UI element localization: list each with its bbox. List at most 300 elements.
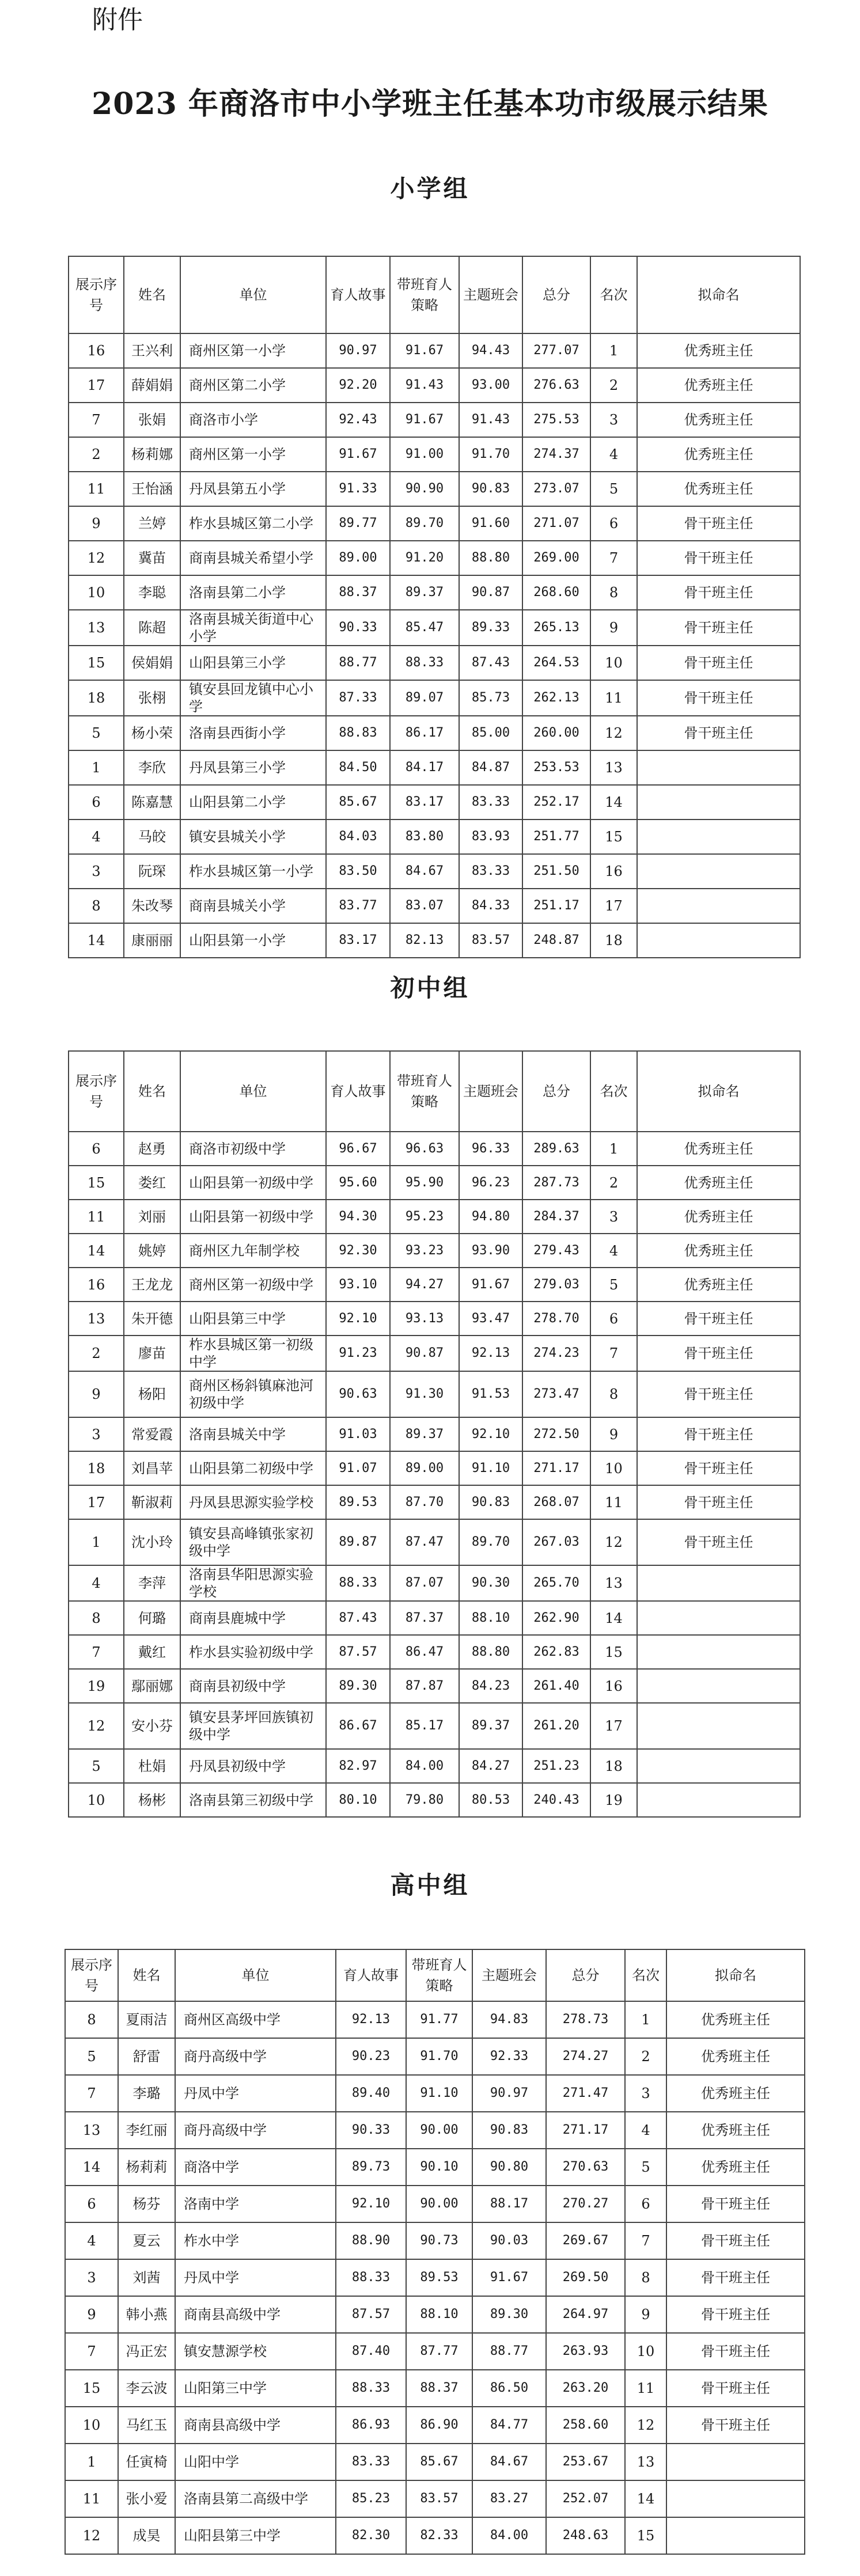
table-row	[69, 541, 800, 575]
cell-story: 90.97	[326, 333, 390, 368]
cell-strategy: 91.20	[390, 541, 459, 575]
cell-seq: 6	[69, 1132, 124, 1166]
table-row	[69, 680, 800, 716]
cell-total: 271.07	[522, 506, 590, 541]
cell-award: 骨干班主任	[637, 575, 800, 610]
cell-strategy: 87.77	[406, 2333, 472, 2370]
cell-name: 夏云	[118, 2222, 175, 2259]
table-row	[69, 854, 800, 889]
cell-name: 李云波	[118, 2370, 175, 2407]
cell-award: 优秀班主任	[666, 2149, 805, 2186]
cell-rank: 5	[590, 472, 637, 506]
primary-results-table	[68, 256, 801, 958]
cell-rank: 1	[590, 333, 637, 368]
cell-seq: 10	[65, 2407, 118, 2444]
cell-meeting: 90.80	[472, 2149, 546, 2186]
cell-meeting: 88.10	[459, 1601, 522, 1635]
cell-seq: 7	[69, 403, 124, 437]
cell-name: 杨莉莉	[118, 2149, 175, 2186]
cell-story: 87.40	[336, 2333, 406, 2370]
cell-rank: 13	[590, 750, 637, 785]
cell-award: 优秀班主任	[637, 472, 800, 506]
cell-meeting: 91.67	[459, 1268, 522, 1302]
cell-seq: 9	[69, 1371, 124, 1417]
cell-story: 92.10	[326, 1302, 390, 1336]
cell-meeting: 91.53	[459, 1371, 522, 1417]
header-seq: 展示序号	[69, 256, 124, 333]
cell-meeting: 90.03	[472, 2222, 546, 2259]
cell-meeting: 94.43	[459, 333, 522, 368]
table-row	[69, 923, 800, 958]
header-name: 姓名	[118, 1949, 175, 2001]
cell-rank: 16	[590, 1669, 637, 1703]
cell-award: 优秀班主任	[666, 2001, 805, 2038]
cell-award: 骨干班主任	[637, 716, 800, 750]
cell-seq: 9	[69, 506, 124, 541]
cell-strategy: 90.00	[406, 2112, 472, 2149]
cell-story: 91.03	[326, 1417, 390, 1451]
cell-meeting: 85.00	[459, 716, 522, 750]
table-row	[69, 1749, 800, 1783]
cell-award	[637, 889, 800, 923]
cell-name: 张小爱	[118, 2480, 175, 2517]
cell-total: 275.53	[522, 403, 590, 437]
cell-unit: 山阳中学	[175, 2444, 336, 2480]
cell-unit: 洛南县第二小学	[180, 575, 326, 610]
table-row	[69, 368, 800, 403]
cell-seq: 7	[65, 2333, 118, 2370]
cell-name: 薛娟娟	[124, 368, 180, 403]
cell-strategy: 91.67	[390, 403, 459, 437]
cell-meeting: 88.80	[459, 541, 522, 575]
cell-rank: 13	[590, 1565, 637, 1601]
cell-strategy: 93.13	[390, 1302, 459, 1336]
table-row	[65, 2444, 805, 2480]
cell-award: 骨干班主任	[666, 2222, 805, 2259]
cell-name: 杨芬	[118, 2186, 175, 2222]
cell-award: 优秀班主任	[637, 1234, 800, 1268]
cell-rank: 11	[590, 680, 637, 716]
cell-meeting: 91.43	[459, 403, 522, 437]
cell-award: 优秀班主任	[666, 2038, 805, 2075]
cell-award: 骨干班主任	[637, 506, 800, 541]
cell-name: 马皎	[124, 820, 180, 854]
cell-unit: 商洛中学	[175, 2149, 336, 2186]
cell-award: 骨干班主任	[637, 1417, 800, 1451]
cell-award: 优秀班主任	[637, 1166, 800, 1200]
cell-story: 84.50	[326, 750, 390, 785]
cell-name: 杨彬	[124, 1783, 180, 1817]
cell-total: 248.87	[522, 923, 590, 958]
cell-strategy: 82.33	[406, 2517, 472, 2554]
cell-total: 278.70	[522, 1302, 590, 1336]
table-row	[65, 2222, 805, 2259]
cell-name: 刘昌苹	[124, 1451, 180, 1485]
cell-rank: 3	[625, 2075, 666, 2112]
cell-unit: 镇安慧源学校	[175, 2333, 336, 2370]
cell-story: 88.33	[336, 2370, 406, 2407]
cell-rank: 4	[590, 1234, 637, 1268]
cell-story: 90.33	[326, 610, 390, 646]
table-row	[65, 2407, 805, 2444]
cell-rank: 9	[590, 610, 637, 646]
cell-seq: 10	[69, 1783, 124, 1817]
cell-total: 279.43	[522, 1234, 590, 1268]
cell-total: 251.77	[522, 820, 590, 854]
cell-meeting: 93.90	[459, 1234, 522, 1268]
cell-story: 89.77	[326, 506, 390, 541]
cell-rank: 17	[590, 889, 637, 923]
cell-strategy: 82.13	[390, 923, 459, 958]
cell-strategy: 91.30	[390, 1371, 459, 1417]
cell-strategy: 84.67	[390, 854, 459, 889]
cell-unit: 丹凤县思源实验学校	[180, 1485, 326, 1519]
cell-name: 杜娟	[124, 1749, 180, 1783]
cell-story: 87.57	[336, 2296, 406, 2333]
cell-unit: 丹凤县第三小学	[180, 750, 326, 785]
cell-seq: 1	[65, 2444, 118, 2480]
cell-story: 92.30	[326, 1234, 390, 1268]
cell-total: 284.37	[522, 1200, 590, 1234]
cell-award: 骨干班主任	[637, 1336, 800, 1371]
cell-meeting: 88.17	[472, 2186, 546, 2222]
cell-story: 82.30	[336, 2517, 406, 2554]
cell-award: 骨干班主任	[637, 646, 800, 680]
cell-seq: 3	[69, 854, 124, 889]
cell-rank: 18	[590, 923, 637, 958]
table-row	[69, 575, 800, 610]
header-rank: 名次	[625, 1949, 666, 2001]
cell-strategy: 84.17	[390, 750, 459, 785]
header-total: 总分	[546, 1949, 625, 2001]
cell-strategy: 89.37	[390, 1417, 459, 1451]
cell-seq: 13	[69, 610, 124, 646]
table-row	[69, 1200, 800, 1234]
cell-rank: 12	[590, 1519, 637, 1565]
cell-award: 优秀班主任	[666, 2075, 805, 2112]
cell-strategy: 79.80	[390, 1783, 459, 1817]
cell-unit: 镇安县茅坪回族镇初级中学	[180, 1703, 326, 1749]
cell-unit: 商丹高级中学	[175, 2112, 336, 2149]
cell-award: 骨干班主任	[637, 1519, 800, 1565]
cell-award: 骨干班主任	[637, 1371, 800, 1417]
cell-total: 287.73	[522, 1166, 590, 1200]
cell-seq: 12	[69, 1703, 124, 1749]
cell-story: 96.67	[326, 1132, 390, 1166]
cell-unit: 山阳县第三中学	[180, 1302, 326, 1336]
cell-rank: 9	[625, 2296, 666, 2333]
cell-total: 279.03	[522, 1268, 590, 1302]
group-title-junior: 初中组	[390, 974, 470, 1002]
cell-unit: 山阳第三中学	[175, 2370, 336, 2407]
header-story: 育人故事	[326, 256, 390, 333]
cell-strategy: 86.17	[390, 716, 459, 750]
cell-story: 83.50	[326, 854, 390, 889]
cell-total: 251.50	[522, 854, 590, 889]
cell-unit: 柞水县城区第二小学	[180, 506, 326, 541]
cell-meeting: 96.23	[459, 1166, 522, 1200]
cell-name: 姚婷	[124, 1234, 180, 1268]
cell-strategy: 83.57	[406, 2480, 472, 2517]
cell-unit: 山阳县第三小学	[180, 646, 326, 680]
cell-total: 253.67	[546, 2444, 625, 2480]
table-row	[69, 1166, 800, 1200]
cell-strategy: 90.90	[390, 472, 459, 506]
cell-seq: 13	[65, 2112, 118, 2149]
cell-unit: 洛南县华阳思源实验学校	[180, 1565, 326, 1601]
cell-rank: 7	[625, 2222, 666, 2259]
table-row	[65, 2149, 805, 2186]
cell-unit: 洛南县城关街道中心小学	[180, 610, 326, 646]
cell-meeting: 86.50	[472, 2370, 546, 2407]
cell-total: 273.07	[522, 472, 590, 506]
cell-total: 262.13	[522, 680, 590, 716]
cell-total: 269.00	[522, 541, 590, 575]
cell-rank: 17	[590, 1703, 637, 1749]
header-meeting: 主题班会	[472, 1949, 546, 2001]
cell-rank: 13	[625, 2444, 666, 2480]
cell-strategy: 89.37	[390, 575, 459, 610]
cell-name: 常爱霞	[124, 1417, 180, 1451]
cell-award	[637, 785, 800, 820]
cell-name: 夏雨洁	[118, 2001, 175, 2038]
table-row	[69, 403, 800, 437]
cell-strategy: 90.73	[406, 2222, 472, 2259]
cell-strategy: 90.87	[390, 1336, 459, 1371]
cell-total: 289.63	[522, 1132, 590, 1166]
cell-name: 赵勇	[124, 1132, 180, 1166]
header-rank: 名次	[590, 256, 637, 333]
cell-meeting: 92.13	[459, 1336, 522, 1371]
cell-rank: 1	[590, 1132, 637, 1166]
cell-total: 268.07	[522, 1485, 590, 1519]
cell-total: 248.63	[546, 2517, 625, 2554]
table-row	[69, 1336, 800, 1371]
cell-seq: 3	[69, 1417, 124, 1451]
cell-unit: 商州区九年制学校	[180, 1234, 326, 1268]
cell-story: 92.20	[326, 368, 390, 403]
cell-story: 94.30	[326, 1200, 390, 1234]
cell-name: 李萍	[124, 1565, 180, 1601]
cell-strategy: 89.00	[390, 1451, 459, 1485]
cell-rank: 14	[625, 2480, 666, 2517]
cell-award	[666, 2480, 805, 2517]
cell-strategy: 96.63	[390, 1132, 459, 1166]
cell-meeting: 91.60	[459, 506, 522, 541]
cell-award: 优秀班主任	[637, 333, 800, 368]
cell-unit: 山阳县第一初级中学	[180, 1200, 326, 1234]
cell-meeting: 80.53	[459, 1783, 522, 1817]
cell-strategy: 84.00	[390, 1749, 459, 1783]
header-seq: 展示序号	[65, 1949, 118, 2001]
cell-seq: 15	[69, 646, 124, 680]
cell-seq: 13	[69, 1302, 124, 1336]
cell-seq: 11	[65, 2480, 118, 2517]
header-unit: 单位	[175, 1949, 336, 2001]
cell-seq: 1	[69, 1519, 124, 1565]
cell-seq: 9	[65, 2296, 118, 2333]
cell-award: 优秀班主任	[637, 1268, 800, 1302]
cell-name: 杨阳	[124, 1371, 180, 1417]
cell-unit: 商南县初级中学	[180, 1669, 326, 1703]
cell-total: 274.37	[522, 437, 590, 472]
table-row	[69, 646, 800, 680]
cell-award: 骨干班主任	[637, 680, 800, 716]
cell-total: 276.63	[522, 368, 590, 403]
cell-name: 刘茜	[118, 2259, 175, 2296]
cell-story: 91.33	[326, 472, 390, 506]
cell-unit: 商州区第一小学	[180, 333, 326, 368]
cell-rank: 7	[590, 541, 637, 575]
cell-unit: 丹凤中学	[175, 2259, 336, 2296]
table-row	[69, 1565, 800, 1601]
cell-unit: 柞水县城区第一小学	[180, 854, 326, 889]
cell-rank: 6	[590, 1302, 637, 1336]
cell-strategy: 88.33	[390, 646, 459, 680]
cell-award: 骨干班主任	[637, 1485, 800, 1519]
cell-unit: 商南县高级中学	[175, 2407, 336, 2444]
cell-seq: 8	[69, 1601, 124, 1635]
cell-total: 271.17	[546, 2112, 625, 2149]
cell-award: 骨干班主任	[637, 610, 800, 646]
cell-unit: 镇安县高峰镇张家初级中学	[180, 1519, 326, 1565]
cell-story: 88.83	[326, 716, 390, 750]
cell-rank: 1	[625, 2001, 666, 2038]
cell-meeting: 83.33	[459, 854, 522, 889]
cell-story: 88.37	[326, 575, 390, 610]
cell-unit: 商南县城关希望小学	[180, 541, 326, 575]
cell-unit: 商州区第二小学	[180, 368, 326, 403]
cell-story: 89.87	[326, 1519, 390, 1565]
table-row	[69, 1519, 800, 1565]
cell-strategy: 90.10	[406, 2149, 472, 2186]
cell-unit: 洛南中学	[175, 2186, 336, 2222]
cell-seq: 5	[65, 2038, 118, 2075]
cell-name: 张娟	[124, 403, 180, 437]
cell-name: 朱改琴	[124, 889, 180, 923]
header-story: 育人故事	[326, 1051, 390, 1132]
cell-name: 冯正宏	[118, 2333, 175, 2370]
cell-strategy: 91.10	[406, 2075, 472, 2112]
cell-rank: 2	[590, 368, 637, 403]
cell-story: 83.17	[326, 923, 390, 958]
cell-award	[637, 1783, 800, 1817]
cell-name: 张栩	[124, 680, 180, 716]
cell-name: 李璐	[118, 2075, 175, 2112]
cell-unit: 丹凤县第五小学	[180, 472, 326, 506]
cell-rank: 4	[590, 437, 637, 472]
cell-story: 87.57	[326, 1635, 390, 1669]
cell-name: 李聪	[124, 575, 180, 610]
cell-name: 鄢丽娜	[124, 1669, 180, 1703]
cell-seq: 17	[69, 1485, 124, 1519]
cell-rank: 12	[625, 2407, 666, 2444]
table-header-row	[69, 1051, 800, 1132]
header-name: 姓名	[124, 1051, 180, 1132]
cell-rank: 10	[590, 1451, 637, 1485]
table-row	[65, 2480, 805, 2517]
cell-seq: 17	[69, 368, 124, 403]
cell-story: 85.23	[336, 2480, 406, 2517]
cell-meeting: 84.87	[459, 750, 522, 785]
cell-story: 93.10	[326, 1268, 390, 1302]
cell-unit: 柞水县城区第一初级中学	[180, 1336, 326, 1371]
cell-meeting: 84.00	[472, 2517, 546, 2554]
table-row	[69, 472, 800, 506]
cell-name: 靳淑莉	[124, 1485, 180, 1519]
cell-name: 李欣	[124, 750, 180, 785]
cell-story: 95.60	[326, 1166, 390, 1200]
table-row	[69, 1601, 800, 1635]
cell-strategy: 83.80	[390, 820, 459, 854]
cell-meeting: 88.80	[459, 1635, 522, 1669]
cell-total: 261.40	[522, 1669, 590, 1703]
cell-meeting: 83.93	[459, 820, 522, 854]
cell-rank: 19	[590, 1783, 637, 1817]
cell-meeting: 90.97	[472, 2075, 546, 2112]
cell-name: 王龙龙	[124, 1268, 180, 1302]
cell-story: 84.03	[326, 820, 390, 854]
table-row	[69, 1485, 800, 1519]
cell-story: 91.07	[326, 1451, 390, 1485]
table-row	[69, 1132, 800, 1166]
table-row	[69, 506, 800, 541]
cell-unit: 山阳县第二小学	[180, 785, 326, 820]
cell-story: 89.30	[326, 1669, 390, 1703]
cell-rank: 8	[625, 2259, 666, 2296]
cell-meeting: 90.83	[472, 2112, 546, 2149]
cell-seq: 8	[65, 2001, 118, 2038]
cell-seq: 6	[65, 2186, 118, 2222]
cell-award: 骨干班主任	[666, 2296, 805, 2333]
cell-meeting: 83.57	[459, 923, 522, 958]
cell-total: 271.17	[522, 1451, 590, 1485]
cell-rank: 5	[590, 1268, 637, 1302]
cell-rank: 14	[590, 1601, 637, 1635]
table-row	[69, 1703, 800, 1749]
cell-award	[637, 923, 800, 958]
junior-results-table	[68, 1050, 801, 1818]
cell-name: 陈嘉慧	[124, 785, 180, 820]
cell-meeting: 89.30	[472, 2296, 546, 2333]
cell-seq: 4	[65, 2222, 118, 2259]
cell-seq: 4	[69, 820, 124, 854]
cell-story: 91.67	[326, 437, 390, 472]
cell-total: 274.27	[546, 2038, 625, 2075]
cell-seq: 7	[69, 1635, 124, 1669]
header-meeting: 主题班会	[459, 256, 522, 333]
table-row	[65, 2112, 805, 2149]
header-total: 总分	[522, 256, 590, 333]
header-award: 拟命名	[666, 1949, 805, 2001]
cell-unit: 丹凤县初级中学	[180, 1749, 326, 1783]
cell-meeting: 88.77	[472, 2333, 546, 2370]
cell-total: 267.03	[522, 1519, 590, 1565]
cell-total: 252.17	[522, 785, 590, 820]
cell-award: 骨干班主任	[666, 2333, 805, 2370]
cell-seq: 14	[69, 1234, 124, 1268]
cell-seq: 14	[69, 923, 124, 958]
cell-unit: 商州区高级中学	[175, 2001, 336, 2038]
cell-rank: 3	[590, 403, 637, 437]
table-row	[65, 2038, 805, 2075]
table-row	[69, 1451, 800, 1485]
cell-total: 268.60	[522, 575, 590, 610]
cell-story: 90.23	[336, 2038, 406, 2075]
header-rank: 名次	[590, 1051, 637, 1132]
cell-rank: 4	[625, 2112, 666, 2149]
cell-story: 88.90	[336, 2222, 406, 2259]
